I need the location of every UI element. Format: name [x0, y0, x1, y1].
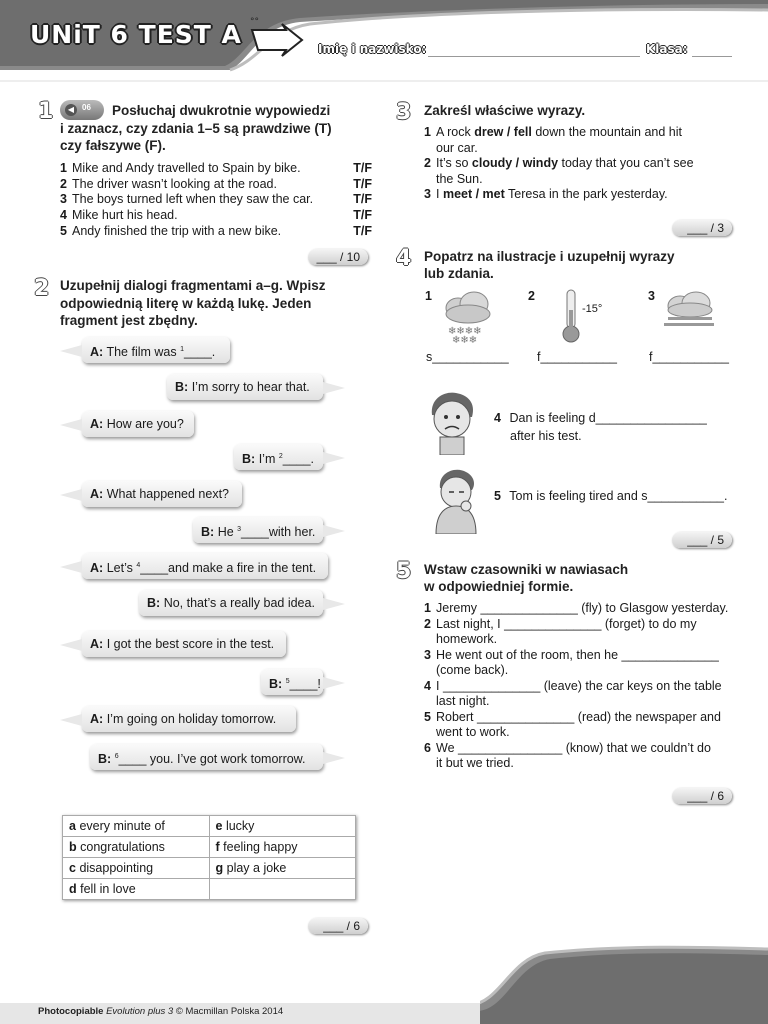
dialog-bubble: B: He $^3$____with her. [193, 517, 323, 543]
true-false-choice[interactable]: T/F [353, 208, 372, 223]
gap-input[interactable]: We _______________ (know) that we couldn’t do [436, 740, 711, 755]
list-item-continuation: (come back). [436, 663, 509, 677]
svg-text:°°: °° [250, 17, 259, 27]
exercise-1-title-line2: i zaznacz, czy zdania 1–5 są prawdziwe (T) [60, 121, 332, 136]
option-cell: g play a joke [209, 858, 356, 879]
dialog-bubble: B: $^5$____! [261, 669, 323, 695]
list-item-continuation: last night. [436, 694, 490, 708]
exercise-2-number: 2 [34, 276, 50, 301]
list-item: 3 I meet / met Teresa in the park yesterday. [424, 187, 668, 201]
gap-input[interactable]: ____ you. I’ve got work tomorrow. [118, 752, 306, 767]
true-false-choice[interactable]: T/F [353, 192, 372, 207]
answer-field[interactable]: f___________ [537, 350, 617, 364]
exercise-5-score[interactable]: ___ / 6 [672, 788, 732, 804]
snow-cloud-icon [440, 288, 496, 344]
true-false-choice[interactable]: T/F [353, 223, 372, 238]
page-title: UNiT 6 TEST A [30, 20, 242, 49]
exercise-5-title-line2: w odpowiedniej formie. [424, 579, 574, 594]
dialog-bubble: A: Let’s $^4$____and make a fire in the tent. [82, 553, 328, 579]
list-item: 5 Robert ______________ (read) the newspaper and [424, 709, 721, 724]
option-cell: b congratulations [63, 837, 210, 858]
fog-cloud-icon [662, 290, 718, 330]
word-choice[interactable]: meet / met [442, 187, 505, 201]
gap-input[interactable]: Jeremy ______________ (fly) to Glasgow yesterday. [436, 601, 729, 615]
dialog-bubble: B: I’m sorry to hear that. [167, 374, 323, 400]
copyright-footer: Photocopiable Evolution plus 3 © Macmillan Polska 2014 [38, 1006, 284, 1017]
gap-input[interactable]: Robert ______________ (read) the newspaper and [436, 709, 721, 724]
option-cell: e lucky [209, 816, 356, 837]
option-cell: a every minute of [63, 816, 210, 837]
class-field[interactable] [692, 56, 732, 57]
list-item: 5 Andy finished the trip with a new bike. T/F [60, 223, 372, 238]
exercise-3-title: Zakreśl właściwe wyrazy. [424, 103, 586, 118]
list-item: 4 I ______________ (leave) the car keys on the table [424, 678, 722, 693]
list-item: 2 It’s so cloudy / windy today that you can’t see [424, 156, 694, 170]
list-item: 3 The boys turned left when they saw the car. T/F [60, 192, 372, 207]
name-label: Imię i nazwisko: [318, 42, 427, 56]
list-item: 1 A rock drew / fell down the mountain and hit [424, 125, 682, 139]
gap-input[interactable]: ____. [184, 345, 216, 360]
exercise-3-score[interactable]: ___ / 3 [672, 220, 732, 236]
exercise-4-title-line2: lub zdania. [424, 266, 494, 281]
dialog-bubble: A: What happened next? [82, 481, 242, 507]
list-item-continuation: it but we tried. [436, 756, 514, 770]
sentence-item: 5 Tom is feeling tired and s___________. [494, 489, 728, 503]
dialog-bubble: B: $^6$____ you. I’ve got work tomorrow. [90, 744, 323, 770]
dialog-bubble: A: How are you? [82, 411, 194, 437]
exercise-1-score[interactable]: ___ / 10 [308, 249, 368, 265]
dialog-bubble: A: I’m going on holiday tomorrow. [82, 706, 296, 732]
true-false-choice[interactable]: T/F [353, 161, 372, 175]
list-item: 2 Last night, I ______________ (forget) to do my [424, 616, 697, 631]
exercise-1-title-line3: czy fałszywe (F). [60, 138, 166, 153]
exercise-5-title: Wstaw czasowniki w nawiasach [424, 562, 629, 577]
list-item: 1 Jeremy ______________ (fly) to Glasgow yesterday. [424, 601, 729, 615]
gap-input[interactable]: ____. [282, 452, 315, 467]
tired-boy-illustration [430, 466, 482, 534]
picture-number: 1 [425, 289, 432, 303]
gap-input[interactable]: Last night, I ______________ (forget) to do my [436, 616, 697, 631]
exercise-4-score[interactable]: ___ / 5 [672, 532, 732, 548]
dialog-bubble: B: I’m $^2$____. [234, 444, 323, 470]
list-item: 1 Mike and Andy travelled to Spain by bike. T/F [60, 161, 372, 175]
dialog-bubble: A: I got the best score in the test. [82, 631, 286, 657]
temperature-label: -15° [582, 303, 603, 315]
exercise-4-number: 4 [396, 246, 412, 271]
gap-input[interactable]: I ______________ (leave) the car keys on the table [436, 678, 722, 693]
audio-track-badge[interactable] [60, 100, 104, 120]
list-item-continuation: our car. [436, 140, 478, 155]
list-item-continuation: homework. [436, 632, 498, 646]
option-cell: d fell in love [63, 879, 210, 900]
gap-input[interactable]: ____with her. [241, 525, 316, 540]
svg-text:❄❄❄❄: ❄❄❄❄ [448, 326, 482, 337]
list-item: 2 The driver wasn’t looking at the road. T/F [60, 176, 372, 191]
answer-field[interactable]: f___________ [649, 350, 729, 364]
class-label: Klasa: [646, 42, 688, 56]
word-choice[interactable]: drew / fell [474, 125, 532, 139]
list-item: 4 Mike hurt his head. T/F [60, 208, 372, 223]
dialog-bubble: A: The film was $^1$____. [82, 337, 230, 363]
table-row [63, 879, 356, 900]
picture-number: 2 [528, 289, 535, 303]
table-row [63, 816, 356, 837]
exercise-1-number: 1 [38, 99, 54, 124]
exercise-2-title: Uzupełnij dialogi fragmentami a–g. Wpisz [60, 278, 326, 293]
option-cell: c disappointing [63, 858, 210, 879]
exercise-2-title-line2: odpowiednią literę w każdą lukę. Jeden [60, 296, 312, 311]
table-row [63, 858, 356, 879]
word-choice[interactable]: cloudy / windy [471, 156, 559, 170]
sad-boy-illustration [426, 389, 478, 455]
options-table [62, 815, 356, 900]
exercise-1-title: Posłuchaj dwukrotnie wypowiedzi [112, 103, 331, 118]
exercise-2-score[interactable]: ___ / 6 [308, 918, 368, 934]
picture-number: 3 [648, 289, 655, 303]
table-row [63, 837, 356, 858]
exercise-4-title: Popatrz na ilustracje i uzupełnij wyrazy [424, 249, 675, 264]
exercise-3-list [424, 125, 734, 203]
list-item: 6 We _______________ (know) that we couldn’t do [424, 740, 711, 755]
exercise-2-title-line3: fragment jest zbędny. [60, 313, 198, 328]
gap-input[interactable]: He went out of the room, then he ______________ [436, 647, 719, 662]
dialog-bubble: B: No, that’s a really bad idea. [139, 590, 323, 616]
list-item: 3 He went out of the room, then he ______________ [424, 647, 719, 662]
speaker-icon: ◀ [65, 104, 77, 116]
sentence-continuation: after his test. [510, 429, 582, 443]
list-item-continuation: the Sun. [436, 171, 483, 186]
option-cell [209, 879, 356, 900]
option-cell: f feeling happy [209, 837, 356, 858]
track-number: 06 [82, 103, 91, 112]
sentence-item: 4 Dan is feeling d________________ [494, 411, 707, 425]
svg-text:❄❄❄: ❄❄❄ [452, 335, 478, 344]
answer-field[interactable]: s___________ [426, 350, 509, 364]
exercise-3-number: 3 [396, 100, 412, 125]
exercise-5-list [424, 601, 736, 772]
exercise-1-list [60, 161, 376, 239]
name-field[interactable] [428, 56, 640, 57]
exercise-5-number: 5 [396, 559, 412, 584]
true-false-choice[interactable]: T/F [353, 176, 372, 191]
list-item-continuation: went to work. [436, 725, 510, 739]
gap-input[interactable]: ____! [289, 677, 321, 692]
gap-input[interactable]: ____and make a fire in the tent. [140, 561, 317, 576]
